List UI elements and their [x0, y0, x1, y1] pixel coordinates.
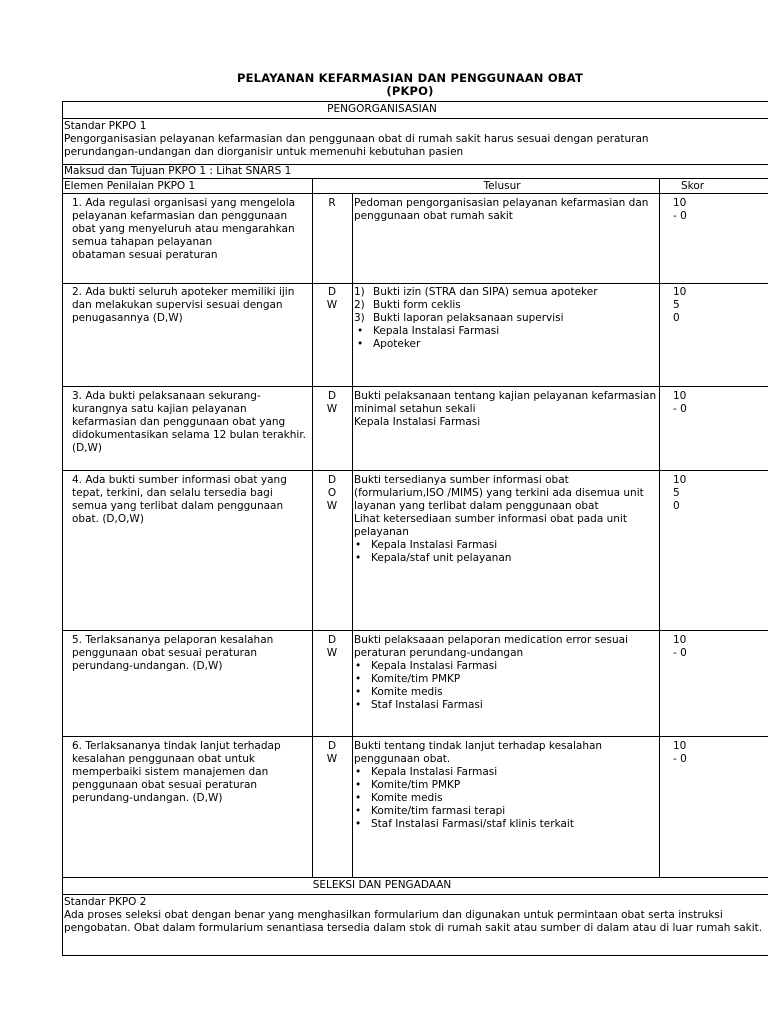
table-border-top	[62, 101, 768, 102]
list-item	[354, 299, 657, 312]
skor-6: 10 - 0	[673, 740, 687, 765]
assessment-table	[62, 101, 768, 957]
list-item: • Staf Instalasi Farmasi	[354, 699, 657, 712]
telusur-text: Bukti pelaksaaan pelaporan medication error sesuai peraturan perundang-undangan	[354, 634, 629, 659]
list-item: • Komite/tim PMKP	[354, 779, 657, 792]
divider	[62, 630, 768, 631]
telusur-2	[354, 286, 657, 351]
list-item: • Staf Instalasi Farmasi/staf klinis terkait	[354, 818, 657, 831]
skor-5: 10 - 0	[673, 634, 687, 659]
telusur-4	[354, 474, 657, 565]
section-heading-pengorganisasian: PENGORGANISASIAN	[327, 103, 437, 115]
list-item: • Kepala Instalasi Farmasi	[354, 660, 657, 673]
list-item: • Komite/tim PMKP	[354, 673, 657, 686]
skor-2: 10 5 0	[673, 286, 687, 324]
elemen-2: 2. Ada bukti seluruh apoteker memiliki ijin dan melakukan supervisi sesuai dengan penugasannya (D,W)	[72, 286, 295, 324]
item-text: Bukti izin (STRA dan SIPA) semua apoteker	[373, 286, 598, 298]
divider	[62, 118, 768, 119]
telusur-3: Bukti pelaksanaan tentang kajian pelayanan kefarmasian minimal setahun sekali Kepala Instalasi Farmasi	[354, 390, 657, 428]
item-number: 1)	[354, 286, 365, 298]
list-item: • Kepala Instalasi Farmasi	[354, 766, 657, 779]
list-item: • Komite medis	[354, 686, 657, 699]
elemen-4: 4. Ada bukti sumber informasi obat yang tepat, terkini, dan selalu tersedia bagi semua yang terlibat dalam penggunaan obat. (D,O,W)	[72, 474, 287, 525]
list-item	[354, 286, 657, 299]
code-2: D W	[326, 286, 338, 311]
list-item: • Kepala/staf unit pelayanan	[354, 552, 657, 565]
list-item: • Kepala Instalasi Farmasi	[356, 325, 657, 338]
divider	[62, 955, 768, 956]
skor-3: 10 - 0	[673, 390, 687, 415]
table-border-left	[62, 101, 63, 956]
list-item: • Komite medis	[354, 792, 657, 805]
section-heading-seleksi: SELEKSI DAN PENGADAAN	[312, 879, 452, 891]
telusur-6	[354, 740, 657, 831]
divider	[62, 178, 768, 179]
list-item: • Apoteker	[356, 338, 657, 351]
item-number: 3)	[354, 312, 365, 324]
standard-label-2: Standar PKPO 2	[64, 896, 147, 908]
divider	[62, 283, 768, 284]
page-title: PELAYANAN KEFARMASIAN DAN PENGGUNAAN OBAT	[236, 71, 584, 85]
telusur-text: Bukti tersedianya sumber informasi obat (formularium,ISO /MIMS) yang terkini ada disemua unit layanan yang terlibat dalam penggunaan obat Lihat ketersediaan sumber informasi obat pada unit pelayanan	[354, 474, 644, 538]
standard-text-2: Ada proses seleksi obat dengan benar yang menghasilkan formularium dan digunakan untuk permintaan obat serta instruksi pengobatan. Obat dalam formularium senantiasa tersedia dalam stok di rumah sakit atau sumber di dalam atau di luar rumah sakit.	[64, 909, 763, 934]
divider	[62, 877, 768, 878]
divider	[62, 470, 768, 471]
col-line-2	[352, 194, 353, 877]
col-header-skor: Skor	[681, 180, 705, 192]
telusur-1: Pedoman pengorganisasian pelayanan kefarmasian dan penggunaan obat rumah sakit	[354, 197, 649, 222]
telusur-5	[354, 634, 657, 712]
list-item: • Kepala Instalasi Farmasi	[354, 539, 657, 552]
divider	[62, 193, 768, 194]
col-header-elemen: Elemen Penilaian PKPO 1	[64, 180, 196, 192]
elemen-5: 5. Terlaksananya pelaporan kesalahan penggunaan obat sesuai peraturan perundang-undangan. (D,W)	[72, 634, 274, 672]
skor-4: 10 5 0	[673, 474, 687, 512]
item-number: 2)	[354, 299, 365, 311]
standard-label: Standar PKPO 1	[64, 120, 147, 132]
divider	[62, 894, 768, 895]
telusur-text: Bukti tentang tindak lanjut terhadap kesalahan penggunaan obat.	[354, 740, 603, 765]
code-3: D W	[326, 390, 338, 415]
col-header-telusur: Telusur	[483, 180, 521, 192]
list-item: • Komite/tim farmasi terapi	[354, 805, 657, 818]
item-text: Bukti laporan pelaksanaan supervisi	[373, 312, 564, 324]
page-subtitle: (PKPO)	[386, 84, 434, 98]
code-4: D O W	[326, 474, 338, 512]
divider	[62, 736, 768, 737]
maksud-tujuan: Maksud dan Tujuan PKPO 1 : Lihat SNARS 1	[64, 165, 292, 177]
code-1: R	[328, 197, 336, 209]
skor-1: 10 - 0	[673, 197, 687, 222]
divider	[62, 386, 768, 387]
code-5: D W	[326, 634, 338, 659]
list-item	[354, 312, 657, 325]
code-6: D W	[326, 740, 338, 765]
elemen-3: 3. Ada bukti pelaksanaan sekurang-kurangnya satu kajian pelayanan kefarmasian dan penggunaan obat yang didokumentasikan selama 12 bulan terakhir. (D,W)	[72, 390, 307, 454]
item-text: Bukti form ceklis	[373, 299, 461, 311]
elemen-6: 6. Terlaksananya tindak lanjut terhadap kesalahan penggunaan obat untuk memperbaiki sistem manajemen dan penggunaan obat sesuai peraturan perundang-undangan. (D,W)	[72, 740, 281, 804]
elemen-1: 1. Ada regulasi organisasi yang mengelola pelayanan kefarmasian dan penggunaan obat yang menyeluruh atau mengarahkan semua tahapan pelayanan obataman sesuai peraturan	[72, 197, 296, 261]
standard-text: Pengorganisasian pelayanan kefarmasian dan penggunaan obat di rumah sakit harus sesuai dengan peraturan perundangan-undangan dan diorganisir untuk memenuhi kebutuhan pasien	[64, 133, 649, 158]
